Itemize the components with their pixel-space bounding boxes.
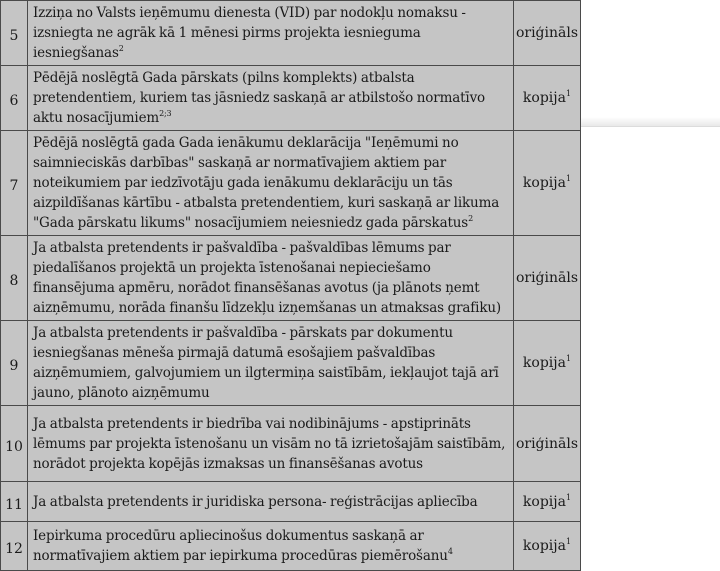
table-row <box>1 482 581 522</box>
status-text: kopija <box>522 538 566 554</box>
footnote-marker: 2 <box>118 44 124 53</box>
row-status <box>514 522 581 571</box>
row-status <box>514 66 581 131</box>
row-description <box>28 522 514 571</box>
slide-divider-line <box>580 126 720 127</box>
table-row <box>1 236 581 321</box>
row-number: 10 <box>1 406 28 482</box>
footnote-marker: 1 <box>565 174 572 183</box>
footnote-marker: 1 <box>565 354 572 363</box>
row-description-text: Ja atbalsta pretendents ir juridiska persona- reģistrācijas apliecība <box>33 493 478 510</box>
row-description-text: Ja atbalsta pretendents ir pašvaldība - pašvaldības lēmums par piedalīšanos projektā un projekta īstenošanai nepieciešamo finansējuma apmēru, norādot finansēšanas avotus (ja plānots ņemt aizņēmumu, norāda finanšu līdzekļu izņemšanas un atmaksas grafiku) <box>33 240 502 316</box>
status-text: kopija <box>522 355 566 371</box>
slide-background-region <box>580 0 720 127</box>
footnote-marker: 1 <box>565 537 572 546</box>
table-row <box>1 131 581 236</box>
row-description <box>28 482 514 522</box>
row-status <box>514 236 581 321</box>
row-number: 11 <box>1 482 28 522</box>
row-number: 9 <box>1 321 28 406</box>
footnote-marker: 1 <box>565 89 572 98</box>
row-description <box>28 236 514 321</box>
row-status <box>514 406 581 482</box>
table-row <box>1 66 581 131</box>
row-number: 12 <box>1 522 28 571</box>
table-row <box>1 522 581 571</box>
status-text: oriģināls <box>515 25 579 41</box>
row-status <box>514 131 581 236</box>
status-text: kopija <box>522 493 566 510</box>
footnote-marker: 2 <box>468 214 474 223</box>
row-description <box>28 66 514 131</box>
row-number: 8 <box>1 236 28 321</box>
footnote-marker: 1 <box>565 492 572 502</box>
row-status <box>514 1 581 66</box>
row-number: 5 <box>1 1 28 66</box>
row-number: 7 <box>1 131 28 236</box>
row-number: 6 <box>1 66 28 131</box>
status-text: kopija <box>522 90 566 106</box>
table-row <box>1 1 581 66</box>
status-text: oriģināls <box>515 270 579 286</box>
row-description <box>28 1 514 66</box>
row-description-text: Pēdējā noslēgtā Gada pārskats (pilns komplekts) atbalsta pretendentiem, kuriem tas jāsniedz saskaņā ar atbilstošo normatīvo aktu nosacījumiem <box>33 70 486 126</box>
row-status <box>514 321 581 406</box>
table-row <box>1 406 581 482</box>
table-row <box>1 321 581 406</box>
status-text: oriģināls <box>515 435 579 452</box>
row-status <box>514 482 581 522</box>
row-description-text: Ja atbalsta pretendents ir pašvaldība - pārskats par dokumentu iesniegšanas mēneša pirmajā datumā esošajiem pašvaldības aizņēmumiem, galvojumiem un ilgtermiņa saistībām, iekļaujot tajā arī jauno, plānoto aizņēmumu <box>33 325 499 401</box>
row-description-text: Iepirkuma procedūru apliecinošus dokumentus saskaņā ar normatīvajiem aktiem par iepirkuma procedūras piemērošanu <box>33 528 448 564</box>
row-description <box>28 406 514 482</box>
row-description <box>28 131 514 236</box>
footnote-marker: 2;3 <box>159 109 172 118</box>
row-description-text: Izziņa no Valsts ieņēmumu dienesta (VID) par nodokļu nomaksu - izsniegta ne agrāk kā 1 mēnesi pirms projekta iesnieguma iesniegšanas <box>33 5 466 61</box>
row-description-text: Ja atbalsta pretendents ir biedrība vai nodibinājums - apstiprināts lēmums par projekta īstenošanu un visām no tā izrietošajām saistībām, norādot projekta kopējās izmaksas un finansēšanas avotus <box>33 415 506 472</box>
status-text: kopija <box>522 175 566 191</box>
row-description <box>28 321 514 406</box>
row-description-text: Pēdējā noslēgtā gada Gada ienākumu deklarācija "Ieņēmumi no saimnieciskās darbības" saskaņā ar normatīvajiem aktiem par noteikumiem par iedzīvotāju gada ienākumu deklarāciju un tās aizpildīšanas kārtību - atbalsta pretendentiem, kuri saskaņā ar likuma "Gada pārskatu likums" nosacījumiem neiesniedz gada pārskatus <box>33 135 500 231</box>
footnote-marker: 4 <box>447 547 453 556</box>
